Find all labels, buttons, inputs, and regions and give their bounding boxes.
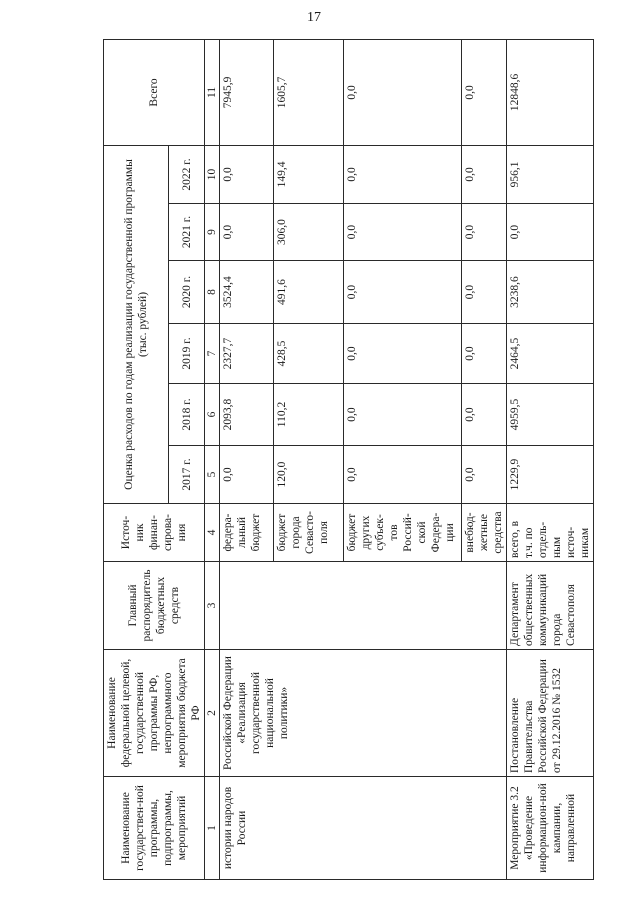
table-row <box>507 39 594 879</box>
column-number: 6 <box>205 384 220 446</box>
value-cell: 491,6 <box>274 261 344 324</box>
table-row <box>220 39 274 879</box>
value-cell: 0,0 <box>462 446 507 504</box>
value-cell: 120,0 <box>274 446 344 504</box>
column-number-row <box>205 39 220 879</box>
budget-table-container <box>103 40 592 880</box>
funding-source-cell: внебюд-жетные средства <box>462 504 507 562</box>
value-cell: 2093,8 <box>220 384 274 446</box>
funding-source-cell: всего, в т.ч. по отдель-ным источ-никам <box>507 504 594 562</box>
program-name-cell: истории народов России <box>220 777 507 880</box>
value-cell: 0,0 <box>344 145 462 203</box>
header-budget-manager: Главный распорядитель бюджетных средств <box>104 562 205 650</box>
value-cell: 0,0 <box>344 261 462 324</box>
value-cell: 2464,5 <box>507 324 594 384</box>
column-number: 1 <box>205 777 220 880</box>
funding-source-cell: федера-льный бюджет <box>220 504 274 562</box>
column-number: 9 <box>205 204 220 261</box>
budget-manager-cell: Департамент общественных коммуникаций города Севастополя <box>507 562 594 650</box>
value-cell: 0,0 <box>462 261 507 324</box>
program-name-cell: Мероприятие 3.2 «Проведение информацион-ной кампании, направленной <box>507 777 594 880</box>
page-number: 17 <box>307 10 321 25</box>
federal-program-cell: Постановление Правительства Российской Федерации от 29.12.2016 № 1532 <box>507 650 594 777</box>
value-cell: 2327,7 <box>220 324 274 384</box>
value-cell: 0,0 <box>344 324 462 384</box>
value-cell: 0,0 <box>220 446 274 504</box>
header-expense-estimate: Оценка расходов по годам реализации государственной программы (тыс. рублей) <box>104 145 169 503</box>
value-cell: 149,4 <box>274 145 344 203</box>
value-cell: 1229,9 <box>507 446 594 504</box>
value-cell: 3238,6 <box>507 261 594 324</box>
header-year-2020: 2020 г. <box>169 261 205 324</box>
value-cell: 0,0 <box>507 204 594 261</box>
header-program-name: Наименование государствен-ной программы, подпрограммы, мероприятий <box>104 777 205 880</box>
total-cell: 0,0 <box>462 39 507 145</box>
value-cell: 0,0 <box>462 204 507 261</box>
value-cell: 0,0 <box>220 204 274 261</box>
budget-manager-cell <box>220 562 507 650</box>
value-cell: 0,0 <box>344 204 462 261</box>
column-number: 4 <box>205 504 220 562</box>
value-cell: 0,0 <box>220 145 274 203</box>
column-number: 3 <box>205 562 220 650</box>
value-cell: 956,1 <box>507 145 594 203</box>
header-year-2017: 2017 г. <box>169 446 205 504</box>
header-year-2022: 2022 г. <box>169 145 205 203</box>
value-cell: 0,0 <box>462 324 507 384</box>
total-cell: 7945,9 <box>220 39 274 145</box>
value-cell: 428,5 <box>274 324 344 384</box>
header-total: Всего <box>104 39 205 145</box>
header-federal-program: Наименование федеральной целевой, государственной программы РФ, непрограммного мероприятия бюджета РФ <box>104 650 205 777</box>
header-year-2019: 2019 г. <box>169 324 205 384</box>
column-number: 7 <box>205 324 220 384</box>
column-number: 11 <box>205 39 220 145</box>
column-number: 10 <box>205 145 220 203</box>
value-cell: 306,0 <box>274 204 344 261</box>
column-number: 8 <box>205 261 220 324</box>
total-cell: 0,0 <box>344 39 462 145</box>
value-cell: 0,0 <box>344 384 462 446</box>
value-cell: 0,0 <box>462 384 507 446</box>
column-number: 2 <box>205 650 220 777</box>
header-year-2018: 2018 г. <box>169 384 205 446</box>
budget-table <box>103 39 594 880</box>
value-cell: 110,2 <box>274 384 344 446</box>
total-cell: 1605,7 <box>274 39 344 145</box>
column-number: 5 <box>205 446 220 504</box>
value-cell: 0,0 <box>344 446 462 504</box>
total-cell: 12848,6 <box>507 39 594 145</box>
funding-source-cell: бюджет других субъек-тов Россий-ской Федера-ции <box>344 504 462 562</box>
funding-source-cell: бюджет города Севасто-поля <box>274 504 344 562</box>
header-funding-source: Источ-ник финан-сирова-ния <box>104 504 205 562</box>
value-cell: 4959,5 <box>507 384 594 446</box>
value-cell: 3524,4 <box>220 261 274 324</box>
federal-program-cell: Российской Федерации «Реализация государственной национальной политики» <box>220 650 507 777</box>
header-year-2021: 2021 г. <box>169 204 205 261</box>
value-cell: 0,0 <box>462 145 507 203</box>
